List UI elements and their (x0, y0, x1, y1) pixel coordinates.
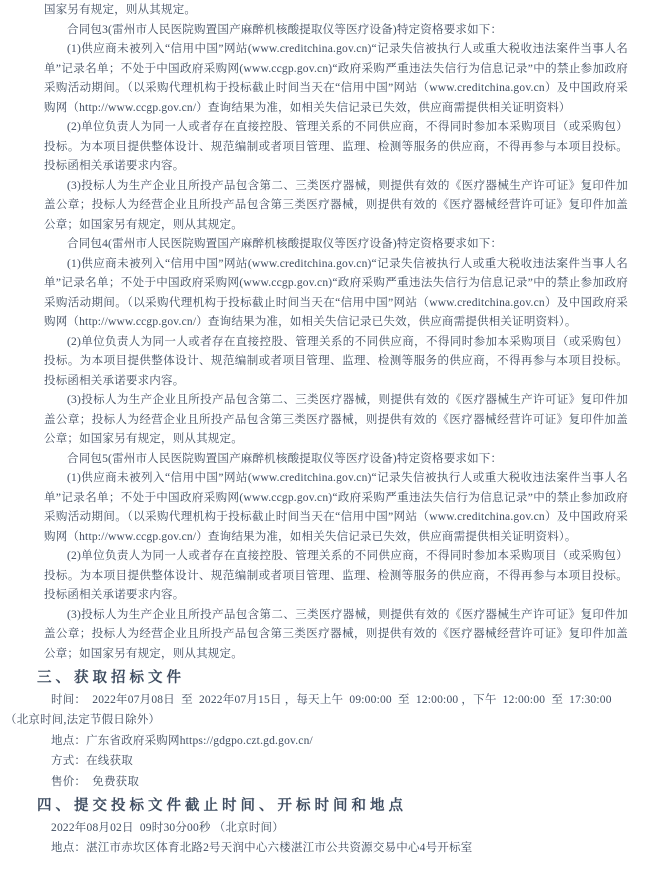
package-3-requirements (44, 21, 628, 236)
package-4-title: 合同包4(雷州市人民医院购置国产麻醉机核酸提取仪等医疗设备)特定资格要求如下： (67, 238, 503, 250)
section-obtain-documents (5, 667, 628, 792)
package-4-requirements (44, 235, 628, 450)
obtain-location-line: 地点：广东省政府采购网https://gdgpo.czt.gd.gov.cn/ (51, 734, 313, 747)
package-5-clause-2: (2)单位负责人为同一人或者存在直接控股、管理关系的不同供应商，不得同时参加本采购项目（或采购包）投标。为本项目提供整体设计、规范编制或者项目管理、监理、检测等服务的供应商，不得再参与本项目投标。投标函相关承诺要求内容。 (44, 550, 628, 601)
section-submission-opening (37, 795, 628, 859)
package-4-clause-1: (1)供应商未被列入“信用中国”网站(www.creditchina.gov.cn)“记录失信被执行人或重大税收违法案件当事人名单”记录名单；不处于中国政府采购网(www.ccgp.gov.cn)“政府采购严重违法失信行为信息记录”中的禁止参加政府采购活动期间。（以采购代理机构于投标截止时间当天在“信用中国”网站（www.creditchina.gov.cn）及中国政府采购网（http://www.ccgp.gov.cn/）查询结果为准，如相关失信记录已失效，供应商需提供相关证明资料）。 (44, 257, 628, 328)
obtain-price-line: 售价： 免费获取 (51, 775, 140, 788)
package-3-clause-2: (2)单位负责人为同一人或者存在直接控股、管理关系的不同供应商，不得同时参加本采购项目（或采购包）投标。为本项目提供整体设计、规范编制或者项目管理、监理、检测等服务的供应商，不得再参与本项目投标。投标函相关承诺要求内容。 (44, 121, 628, 172)
package-3-clause-3: (3)投标人为生产企业且所投产品包含第二、三类医疗器械，则提供有效的《医疗器械生产许可证》复印件加盖公章；投标人为经营企业且所投产品包含第三类医疗器械，则提供有效的《医疗器械经营许可证》复印件加盖公章；如国家另有规定，则从其规定。 (44, 179, 628, 231)
obtain-time-note: （北京时间,法定节假日除外） (5, 714, 161, 727)
section-4-heading: 四、提交投标文件截止时间、开标时间和地点 (37, 798, 407, 815)
package-5-clause-3: (3)投标人为生产企业且所投产品包含第二、三类医疗器械，则提供有效的《医疗器械生产许可证》复印件加盖公章；投标人为经营企业且所投产品包含第三类医疗器械，则提供有效的《医疗器械经营许可证》复印件加盖公章；如国家另有规定，则从其规定。 (44, 608, 628, 660)
package-4-clause-3: (3)投标人为生产企业且所投产品包含第二、三类医疗器械，则提供有效的《医疗器械生产许可证》复印件加盖公章；投标人为经营企业且所投产品包含第三类医疗器械，则提供有效的《医疗器械经营许可证》复印件加盖公章；如国家另有规定，则从其规定。 (44, 394, 628, 445)
package-3-clause-1: (1)供应商未被列入“信用中国”网站(www.creditchina.gov.cn)“记录失信被执行人或重大税收违法案件当事人名单”记录名单；不处于中国政府采购网(www.ccgp.gov.cn)“政府采购严重违法失信行为信息记录”中的禁止参加政府采购活动期间。（以采购代理机构于投标截止时间当天在“信用中国”网站（www.creditchina.gov.cn）及中国政府采购网（http://www.ccgp.gov.cn/）查询结果为准，如相关失信记录已失效，供应商需提供相关证明资料） (44, 43, 628, 114)
package-4-clause-2: (2)单位负责人为同一人或者存在直接控股、管理关系的不同供应商，不得同时参加本采购项目（或采购包）投标。为本项目提供整体设计、规范编制或者项目管理、监理、检测等服务的供应商，不得再参与本项目投标。投标函相关承诺要求内容。 (44, 335, 628, 387)
package-3-title: 合同包3(雷州市人民医院购置国产麻醉机核酸提取仪等医疗设备)特定资格要求如下： (67, 23, 503, 36)
submission-deadline-line: 2022年08月02日 09时30分00秒 （北京时间） (51, 822, 284, 835)
package-5-clause-1: (1)供应商未被列入“信用中国”网站(www.creditchina.gov.cn)“记录失信被执行人或重大税收违法案件当事人名单”记录名单；不处于中国政府采购网(www.ccgp.gov.cn)“政府采购严重违法失信行为信息记录”中的禁止参加政府采购活动期间。（以采购代理机构于投标截止时间当天在“信用中国”网站（www.creditchina.gov.cn）及中国政府采购网（http://www.ccgp.gov.cn/）查询结果为准，如相关失信记录已失效，供应商需提供相关证明资料）。 (44, 472, 628, 543)
continuation-text: 国家另有规定，则从其规定。 (44, 4, 197, 16)
section-3-heading: 三、获取招标文件 (37, 670, 185, 686)
package-5-requirements (44, 450, 628, 665)
obtain-time-line: 时间： 2022年07月08日 至 2022年07月15日 ，每天上午 09:00:00 至 12:00:00 ，下午 12:00:00 至 17:30:00 (51, 694, 612, 706)
obtain-method-line: 方式：在线获取 (51, 755, 133, 768)
opening-location-line: 地点：湛江市赤坎区体育北路2号天润中心六楼湛江市公共资源交易中心4号开标室 (51, 842, 473, 855)
package-5-title: 合同包5(雷州市人民医院购置国产麻醉机核酸提取仪等医疗设备)特定资格要求如下： (67, 452, 503, 465)
